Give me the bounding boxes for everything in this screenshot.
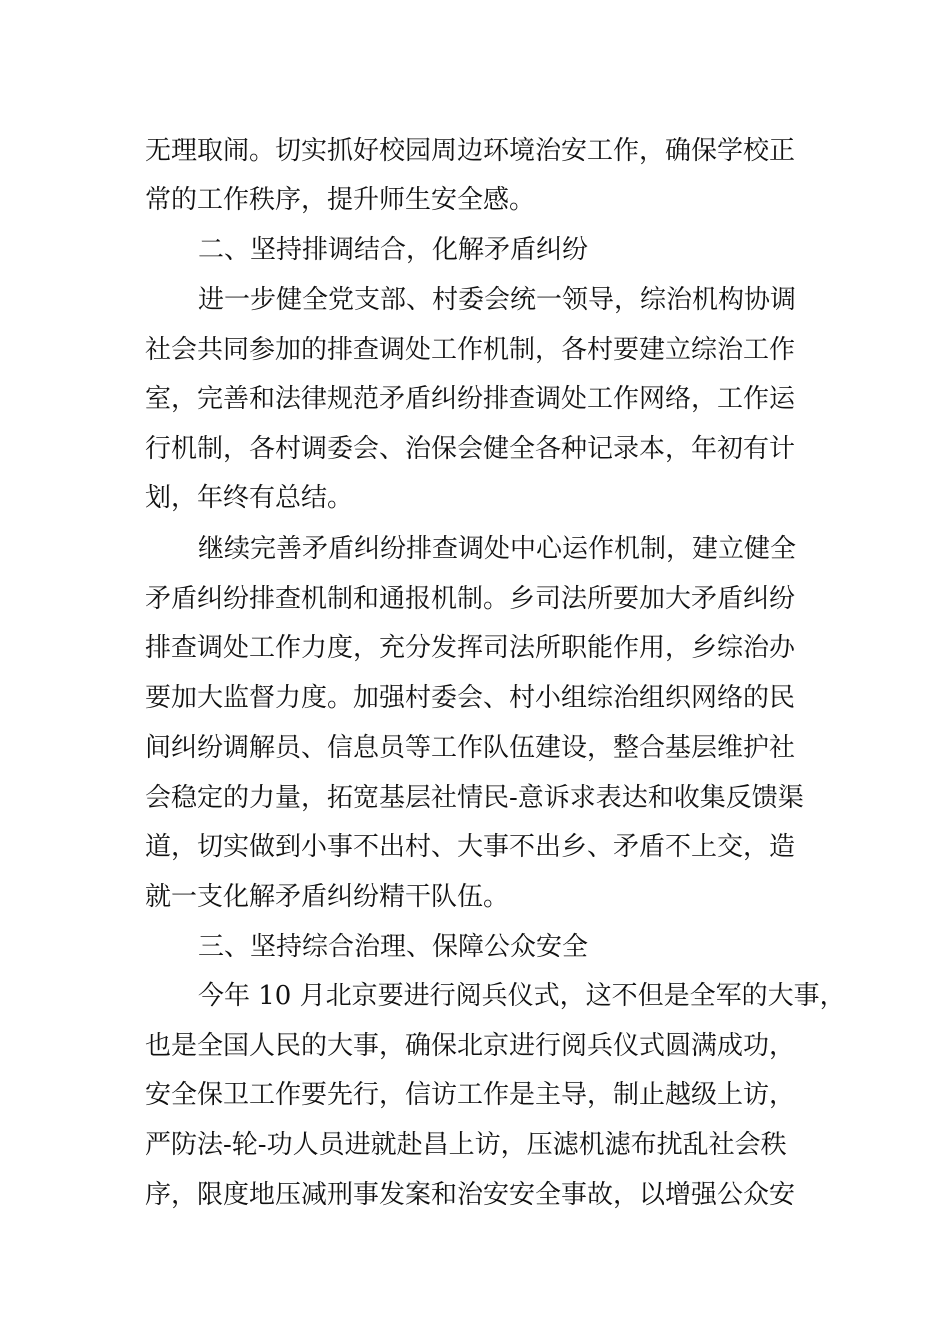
text-line-7: 行机制，各村调委会、治保会健全各种记录本，年初有计: [145, 434, 796, 464]
text-line-8: 划，年终有总结。: [145, 483, 354, 513]
text-line-10: 矛盾纠纷排查机制和通报机制。乡司法所要加大矛盾纠纷: [145, 584, 796, 614]
text-line-5: 社会共同参加的排查调处工作机制，各村要建立综治工作: [145, 335, 796, 365]
text-line-15: 道，切实做到小事不出村、大事不出乡、矛盾不上交，造: [145, 832, 796, 862]
text-line-1: 无理取闹。切实抓好校园周边环境治安工作，确保学校正: [145, 136, 796, 166]
text-line-16: 就一支化解矛盾纠纷精干队伍。: [145, 882, 510, 912]
text-line-12: 要加大监督力度。加强村委会、村小组综治组织网络的民: [145, 683, 796, 713]
text-line-22: 序，限度地压减刑事发案和治安安全事故，以增强公众安: [145, 1180, 796, 1210]
text-line-4: 进一步健全党支部、村委会统一领导，综治机构协调: [198, 285, 797, 315]
text-line-2: 常的工作秩序，提升师生安全感。: [145, 185, 536, 215]
text-line-13: 间纠纷调解员、信息员等工作队伍建设，整合基层维护社: [145, 733, 796, 763]
text-line-21: 严防法-轮-功人员进就赴昌上访，压滤机滤布扰乱社会秩: [145, 1130, 787, 1160]
text-line-18: 今年 10 月北京要进行阅兵仪式，这不但是全军的大事，: [198, 981, 846, 1011]
section-heading-3: 三、坚持综合治理、保障公众安全: [198, 932, 589, 962]
text-line-6: 室，完善和法律规范矛盾纠纷排查调处工作网络，工作运: [145, 384, 796, 414]
section-heading-2: 二、坚持排调结合，化解矛盾纠纷: [198, 235, 589, 265]
text-line-19: 也是全国人民的大事，确保北京进行阅兵仪式圆满成功，: [145, 1031, 796, 1061]
text-line-14: 会稳定的力量，拓宽基层社情民-意诉求表达和收集反馈渠: [145, 783, 804, 813]
text-line-11: 排查调处工作力度，充分发挥司法所职能作用，乡综治办: [145, 633, 796, 663]
text-line-20: 安全保卫工作要先行，信访工作是主导，制止越级上访，: [145, 1080, 796, 1110]
text-line-9: 继续完善矛盾纠纷排查调处中心运作机制，建立健全: [198, 534, 797, 564]
